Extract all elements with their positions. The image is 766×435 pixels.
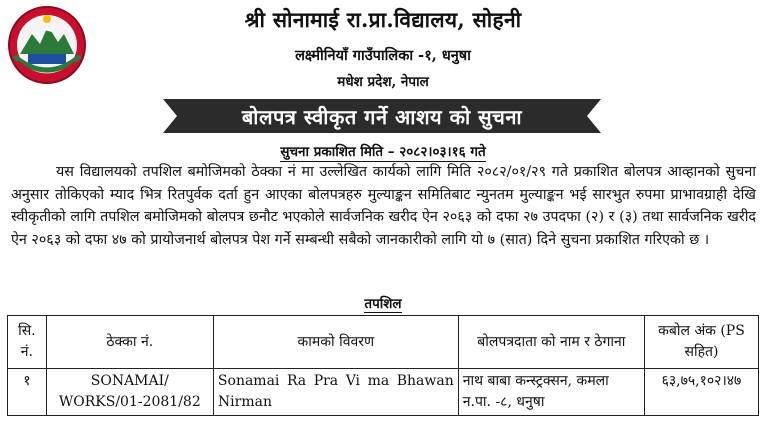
notice-title: बोलपत्र स्वीकृत गर्ने आशय को सुचना bbox=[241, 105, 523, 129]
publication-date bbox=[0, 142, 766, 160]
header-description: कामको विवरण bbox=[213, 316, 458, 369]
table-caption bbox=[0, 294, 766, 312]
bid-table bbox=[7, 315, 759, 416]
school-name: श्री सोनामाई रा.प्रा.विद्यालय, सोहनी bbox=[244, 7, 522, 32]
province-line: मधेश प्रदेश, नेपाल bbox=[337, 74, 429, 90]
publication-date-text: सुचना प्रकाशित मिति – २०८२।०३।१६ गते bbox=[280, 144, 486, 160]
municipality-line: लक्ष्मीनियाँ गाउँपालिका -१, धनुषा bbox=[295, 47, 471, 64]
cell-contract-no: SONAMAI/ WORKS/01-2081/82 bbox=[46, 369, 213, 416]
header-amount: कबोल अंक (PS सहित) bbox=[644, 316, 758, 369]
cell-description: Sonamai Ra Pra Vi ma Bhawan Nirman bbox=[213, 369, 458, 416]
cell-bidder: नाथ बाबा कन्स्ट्रक्सन, कमला न.पा. -८, धनुषा bbox=[458, 369, 644, 416]
notice-banner bbox=[163, 99, 601, 133]
notice-paragraph: यस विद्यालयको तपशिल बमोजिमको ठेक्का नं मा उल्लेखित कार्यको लागि मिति २०८२/०१/२९ गते प्रकाशित बोलपत्र आव्हानको सुचना अनुसार तोकिएको म्याद भित्र रितपुर्वक दर्ता हुन आएका बोलपत्रहरु मुल्याङ्कन समितिबाट न्युनतम मुल्याङ्कन भई सारभुत रुपमा प्राभावग्राही देखि स्वीकृतीको लागि तपशिल बमोजिमको बोलपत्र छनौट भएकोले सार्वजनिक खरीद ऐन २०६३ को दफा २७ उपदफा (२) र (३) तथा सार्वजनिक खरीद ऐन २०६३ को दफा ४७ को प्रायोजनार्थ बोलपत्र पेश गर्ने सम्बन्धी सबैको जानकारीको लागि यो ७ (सात) दिने सुचना प्रकाशित गरिएको छ । bbox=[11, 164, 756, 248]
cell-amount: ६३,७५,१०२।४७ bbox=[644, 369, 758, 416]
header-sn: सि. नं. bbox=[8, 316, 47, 369]
header-contract-no: ठेक्का नं. bbox=[46, 316, 213, 369]
table-header-row bbox=[8, 316, 759, 369]
header-bidder: बोलपत्रदाता को नाम र ठेगाना bbox=[458, 316, 644, 369]
table-row bbox=[8, 369, 759, 416]
cell-sn: १ bbox=[8, 369, 47, 416]
notice-body bbox=[11, 161, 756, 251]
table-caption-text: तपशिल bbox=[364, 296, 402, 312]
